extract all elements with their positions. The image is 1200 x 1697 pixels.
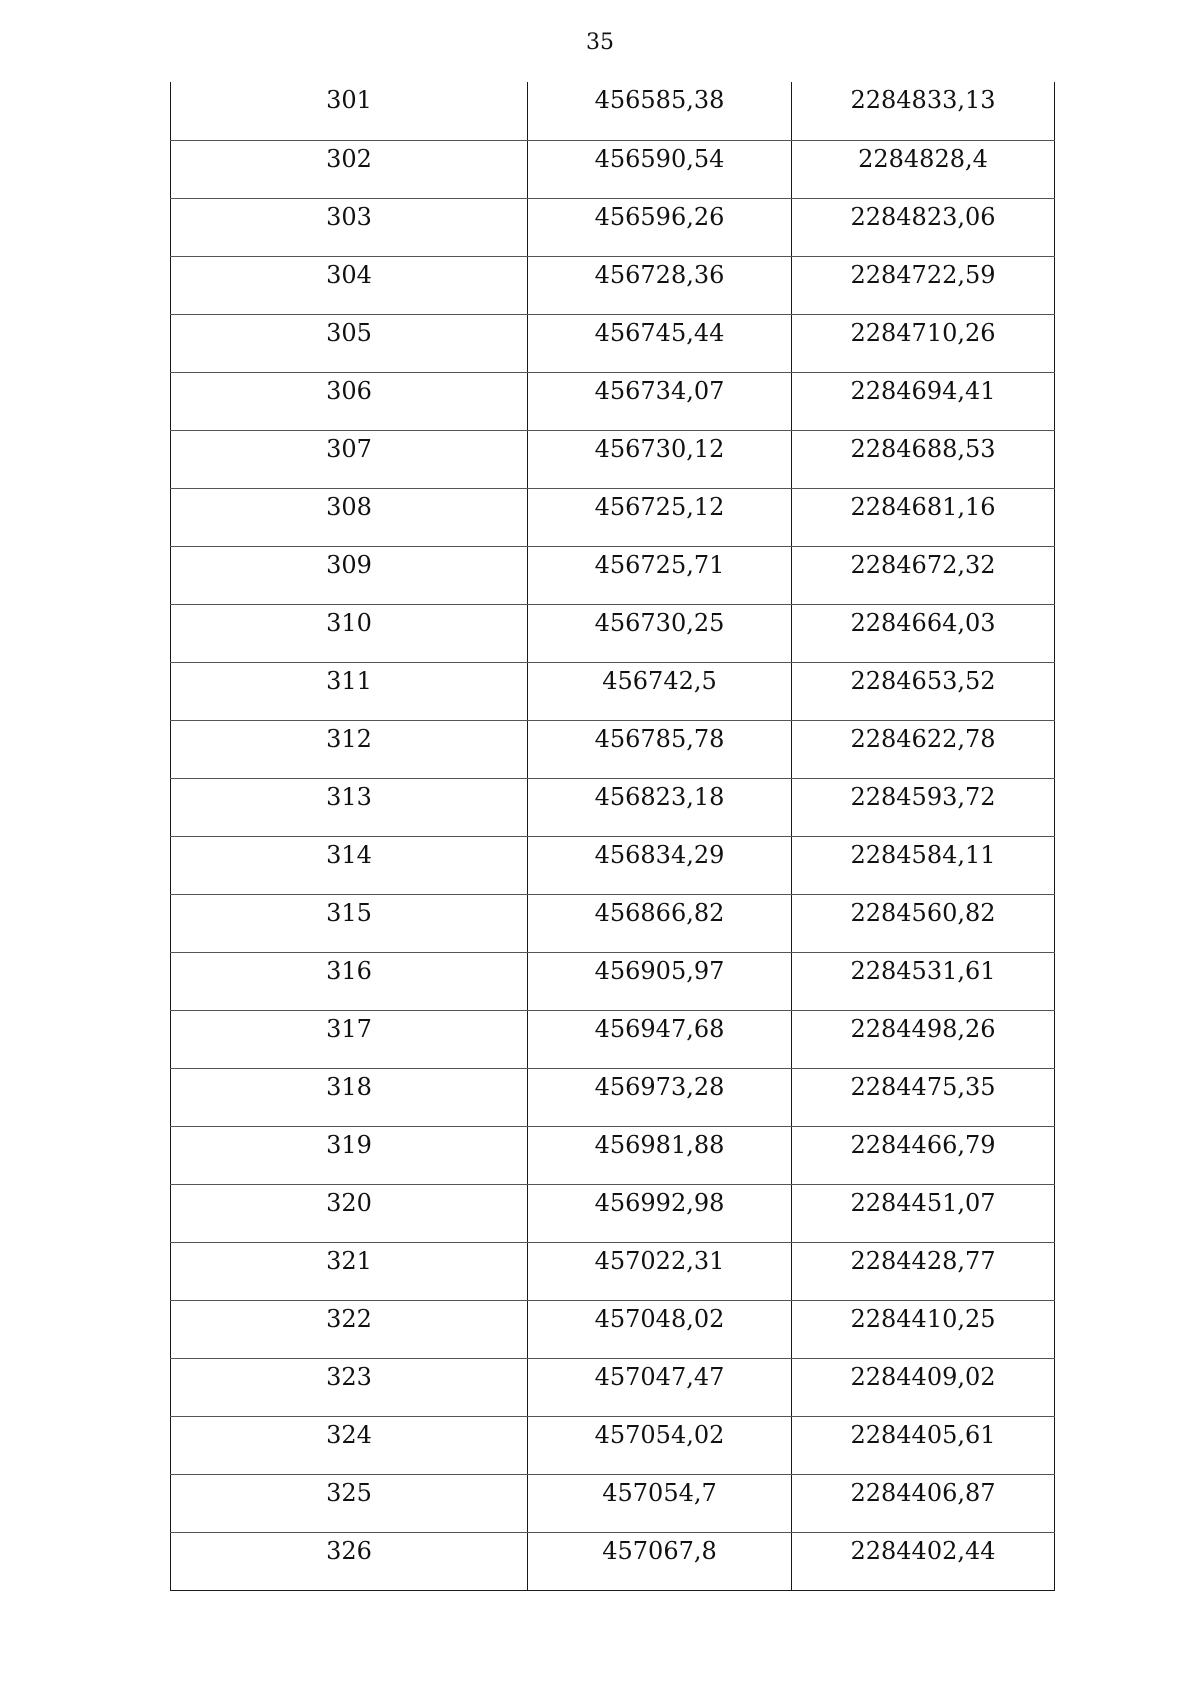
x-coordinate-cell: 456973,28 (528, 1068, 792, 1126)
point-number-cell: 309 (171, 546, 528, 604)
x-coordinate-cell: 456730,25 (528, 604, 792, 662)
point-number-cell: 306 (171, 372, 528, 430)
point-number-cell: 325 (171, 1474, 528, 1532)
x-coordinate-cell: 456590,54 (528, 140, 792, 198)
x-coordinate-cell: 456725,71 (528, 546, 792, 604)
x-coordinate-cell: 457048,02 (528, 1300, 792, 1358)
y-coordinate-cell: 2284681,16 (792, 488, 1055, 546)
point-number-cell: 317 (171, 1010, 528, 1068)
x-coordinate-cell: 456981,88 (528, 1126, 792, 1184)
point-number-cell: 316 (171, 952, 528, 1010)
y-coordinate-cell: 2284722,59 (792, 256, 1055, 314)
page-number: 35 (586, 30, 614, 55)
table-row (171, 372, 1055, 430)
y-coordinate-cell: 2284664,03 (792, 604, 1055, 662)
point-number-cell: 315 (171, 894, 528, 952)
table-row (171, 1300, 1055, 1358)
point-number-cell: 312 (171, 720, 528, 778)
table-row (171, 198, 1055, 256)
point-number-cell: 324 (171, 1416, 528, 1474)
point-number-cell: 308 (171, 488, 528, 546)
table-row (171, 1532, 1055, 1590)
table-row (171, 604, 1055, 662)
table-row (171, 1242, 1055, 1300)
table-row (171, 1068, 1055, 1126)
x-coordinate-cell: 456785,78 (528, 720, 792, 778)
x-coordinate-cell: 456823,18 (528, 778, 792, 836)
point-number-cell: 320 (171, 1184, 528, 1242)
table-row (171, 836, 1055, 894)
point-number-cell: 302 (171, 140, 528, 198)
point-number-cell: 314 (171, 836, 528, 894)
y-coordinate-cell: 2284406,87 (792, 1474, 1055, 1532)
table-row (171, 256, 1055, 314)
y-coordinate-cell: 2284622,78 (792, 720, 1055, 778)
table-row (171, 1474, 1055, 1532)
x-coordinate-cell: 456585,38 (528, 82, 792, 140)
table-row (171, 1126, 1055, 1184)
x-coordinate-cell: 456730,12 (528, 430, 792, 488)
y-coordinate-cell: 2284498,26 (792, 1010, 1055, 1068)
table-row (171, 1184, 1055, 1242)
x-coordinate-cell: 456734,07 (528, 372, 792, 430)
x-coordinate-cell: 456725,12 (528, 488, 792, 546)
y-coordinate-cell: 2284653,52 (792, 662, 1055, 720)
table-row (171, 778, 1055, 836)
table-row (171, 952, 1055, 1010)
point-number-cell: 304 (171, 256, 528, 314)
x-coordinate-cell: 456866,82 (528, 894, 792, 952)
y-coordinate-cell: 2284560,82 (792, 894, 1055, 952)
x-coordinate-cell: 457067,8 (528, 1532, 792, 1590)
y-coordinate-cell: 2284833,13 (792, 82, 1055, 140)
table-row (171, 140, 1055, 198)
coordinates-table-body (171, 82, 1055, 1590)
y-coordinate-cell: 2284584,11 (792, 836, 1055, 894)
table-row (171, 546, 1055, 604)
x-coordinate-cell: 457054,02 (528, 1416, 792, 1474)
point-number-cell: 322 (171, 1300, 528, 1358)
x-coordinate-cell: 456745,44 (528, 314, 792, 372)
x-coordinate-cell: 457047,47 (528, 1358, 792, 1416)
coordinates-table (170, 82, 1055, 1591)
y-coordinate-cell: 2284688,53 (792, 430, 1055, 488)
point-number-cell: 318 (171, 1068, 528, 1126)
x-coordinate-cell: 456905,97 (528, 952, 792, 1010)
table-row (171, 662, 1055, 720)
table-row (171, 430, 1055, 488)
point-number-cell: 303 (171, 198, 528, 256)
y-coordinate-cell: 2284694,41 (792, 372, 1055, 430)
y-coordinate-cell: 2284672,32 (792, 546, 1055, 604)
x-coordinate-cell: 456947,68 (528, 1010, 792, 1068)
y-coordinate-cell: 2284409,02 (792, 1358, 1055, 1416)
y-coordinate-cell: 2284410,25 (792, 1300, 1055, 1358)
point-number-cell: 321 (171, 1242, 528, 1300)
y-coordinate-cell: 2284475,35 (792, 1068, 1055, 1126)
y-coordinate-cell: 2284828,4 (792, 140, 1055, 198)
y-coordinate-cell: 2284428,77 (792, 1242, 1055, 1300)
table-row (171, 1010, 1055, 1068)
table-row (171, 314, 1055, 372)
table-row (171, 82, 1055, 140)
point-number-cell: 305 (171, 314, 528, 372)
y-coordinate-cell: 2284402,44 (792, 1532, 1055, 1590)
point-number-cell: 307 (171, 430, 528, 488)
y-coordinate-cell: 2284405,61 (792, 1416, 1055, 1474)
x-coordinate-cell: 456834,29 (528, 836, 792, 894)
x-coordinate-cell: 456992,98 (528, 1184, 792, 1242)
point-number-cell: 323 (171, 1358, 528, 1416)
x-coordinate-cell: 456596,26 (528, 198, 792, 256)
point-number-cell: 310 (171, 604, 528, 662)
y-coordinate-cell: 2284451,07 (792, 1184, 1055, 1242)
table-row (171, 1358, 1055, 1416)
point-number-cell: 301 (171, 82, 528, 140)
y-coordinate-cell: 2284710,26 (792, 314, 1055, 372)
point-number-cell: 311 (171, 662, 528, 720)
y-coordinate-cell: 2284823,06 (792, 198, 1055, 256)
x-coordinate-cell: 456728,36 (528, 256, 792, 314)
table-row (171, 1416, 1055, 1474)
y-coordinate-cell: 2284531,61 (792, 952, 1055, 1010)
table-row (171, 894, 1055, 952)
x-coordinate-cell: 457022,31 (528, 1242, 792, 1300)
table-row (171, 488, 1055, 546)
x-coordinate-cell: 456742,5 (528, 662, 792, 720)
y-coordinate-cell: 2284593,72 (792, 778, 1055, 836)
y-coordinate-cell: 2284466,79 (792, 1126, 1055, 1184)
point-number-cell: 326 (171, 1532, 528, 1590)
x-coordinate-cell: 457054,7 (528, 1474, 792, 1532)
point-number-cell: 313 (171, 778, 528, 836)
table-row (171, 720, 1055, 778)
point-number-cell: 319 (171, 1126, 528, 1184)
